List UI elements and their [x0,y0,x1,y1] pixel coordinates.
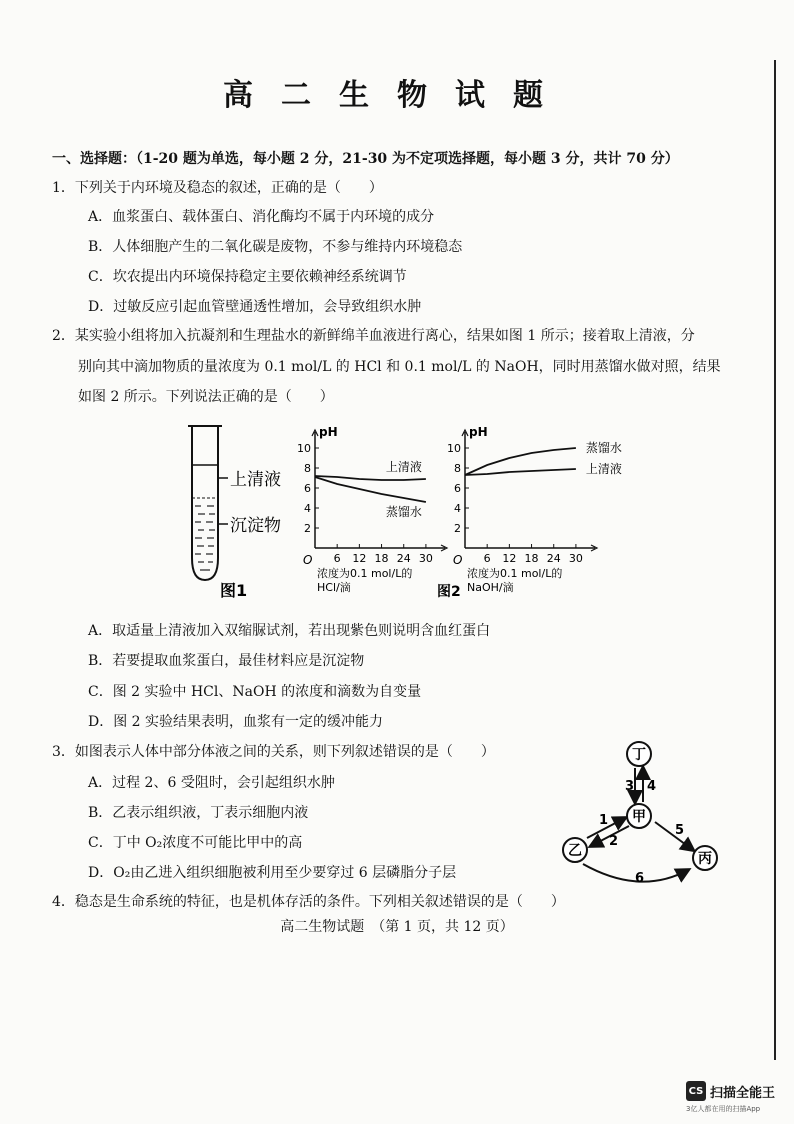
series-line [315,477,426,502]
q1-option-b: B．人体细胞产生的二氧化碳是废物，不参与维持内环境稳态 [88,239,463,255]
scanner-tagline: 3亿人都在用的扫描App [686,1105,761,1113]
arrow-label-4: 4 [647,779,657,794]
q3-option-b: B．乙表示组织液，丁表示细胞内液 [88,805,309,821]
ph-chart-1 [297,425,447,594]
label-precipitate: 沉淀物 [230,516,281,536]
x-axis-label: HCl/滴 [317,581,351,594]
node-bing: 丙 [698,851,712,867]
y-tick-label: 6 [454,482,461,495]
figure-2 [295,418,625,607]
x-tick-label: 24 [546,552,561,565]
centrifuge-tube [188,426,228,580]
node-ding: 丁 [632,747,646,763]
y-tick-label: 4 [304,502,311,515]
x-axis-label: 浓度为0.1 mol/L的 [467,567,563,580]
figure-1-caption: 图1 [220,581,248,600]
page-title: 高二生物试题 [223,78,571,113]
y-tick-label: 2 [454,522,461,535]
q2-stem-line-2: 别向其中滴加物质的量浓度为 0.1 mol/L 的 HCl 和 0.1 mol/L 的 NaOH，同时用蒸馏水做对照，结果 [78,359,721,375]
q2-option-d: D．图 2 实验结果表明，血浆有一定的缓冲能力 [88,714,384,730]
page-footer: 高二生物试题 （第 1 页，共 12 页） [280,919,514,935]
q2-option-a: A．取适量上清液加入双缩脲试剂，若出现紫色则说明含血红蛋白 [88,623,491,639]
q1-stem: 1．下列关于内环境及稳态的叙述，正确的是（ ） [52,180,383,196]
q1-option-c: C．坎农提出内环境保持稳定主要依赖神经系统调节 [88,269,407,285]
x-tick-label: 18 [374,552,389,565]
body-fluid-diagram [555,738,730,892]
origin-label: O [303,553,313,567]
arrow-label-3: 3 [625,779,635,794]
q3-stem: 3．如图表示人体中部分体液之间的关系，则下列叙述错误的是（ ） [52,744,495,760]
q1-option-a: A．血浆蛋白、载体蛋白、消化酶均不属于内环境的成分 [88,209,435,225]
series-line [315,476,426,480]
x-tick-label: 30 [568,552,583,565]
section-heading: 一、选择题：（1-20 题为单选，每小题 2 分，21-30 为不定项选择题，每小题 3 分，共计 70 分） [52,151,679,167]
series-label: 蒸馏水 [385,505,422,519]
q1-option-d: D．过敏反应引起血管壁通透性增加，会导致组织水肿 [88,299,422,315]
q2-stem-line-1: 2．某实验小组将加入抗凝剂和生理盐水的新鲜绵羊血液进行离心，结果如图 1 所示；接着取上清液，分 [52,328,695,344]
x-tick-label: 6 [483,552,491,565]
y-tick-label: 10 [297,442,311,455]
series-label: 上清液 [585,462,622,476]
y-tick-label: 8 [304,462,311,475]
q2-option-c: C．图 2 实验中 HCl、NaOH 的浓度和滴数为自变量 [88,684,422,700]
y-tick-label: 10 [447,442,461,455]
scanner-brand: 扫描全能王 [710,1085,776,1101]
q3-option-d: D．O₂由乙进入组织细胞被利用至少要穿过 6 层磷脂分子层 [88,865,457,881]
ph-chart-2 [447,425,622,594]
x-tick-label: 12 [502,552,517,565]
scanner-logo-icon: CS [686,1081,706,1101]
x-tick-label: 24 [396,552,411,565]
y-tick-label: 8 [454,462,461,475]
y-axis-label: pH [319,425,338,439]
q3-option-c: C．丁中 O₂浓度不可能比甲中的高 [88,835,303,851]
node-jia: 甲 [632,809,646,825]
y-axis-label: pH [469,425,488,439]
arrow-label-6: 6 [635,871,645,886]
series-label: 蒸馏水 [585,441,622,455]
series-line [465,469,576,475]
page-edge-rule [774,60,776,1060]
q2-stem-line-3: 如图 2 所示。下列说法正确的是（ ） [78,389,334,405]
origin-label: O [453,553,463,567]
x-tick-label: 18 [524,552,539,565]
x-tick-label: 12 [352,552,367,565]
y-tick-label: 4 [454,502,461,515]
arrow-label-1: 1 [599,813,609,828]
arrow-label-5: 5 [675,823,685,838]
y-tick-label: 2 [304,522,311,535]
y-tick-label: 6 [304,482,311,495]
x-axis-label: NaOH/滴 [467,581,514,594]
x-tick-label: 30 [418,552,433,565]
x-tick-label: 6 [333,552,341,565]
q2-option-b: B．若要提取血浆蛋白，最佳材料应是沉淀物 [88,653,365,669]
scanner-watermark [686,1081,775,1101]
q4-stem: 4．稳态是生命系统的特征，也是机体存活的条件。下列相关叙述错误的是（ ） [52,894,565,910]
arrow-label-2: 2 [609,834,619,849]
q3-option-a: A．过程 2、6 受阻时，会引起组织水肿 [88,775,335,791]
label-supernatant: 上清液 [230,470,281,490]
node-yi: 乙 [568,843,582,859]
figure-1 [180,418,300,607]
figure-2-caption: 图2 [437,584,461,600]
x-axis-label: 浓度为0.1 mol/L的 [317,567,413,580]
series-label: 上清液 [385,460,422,474]
